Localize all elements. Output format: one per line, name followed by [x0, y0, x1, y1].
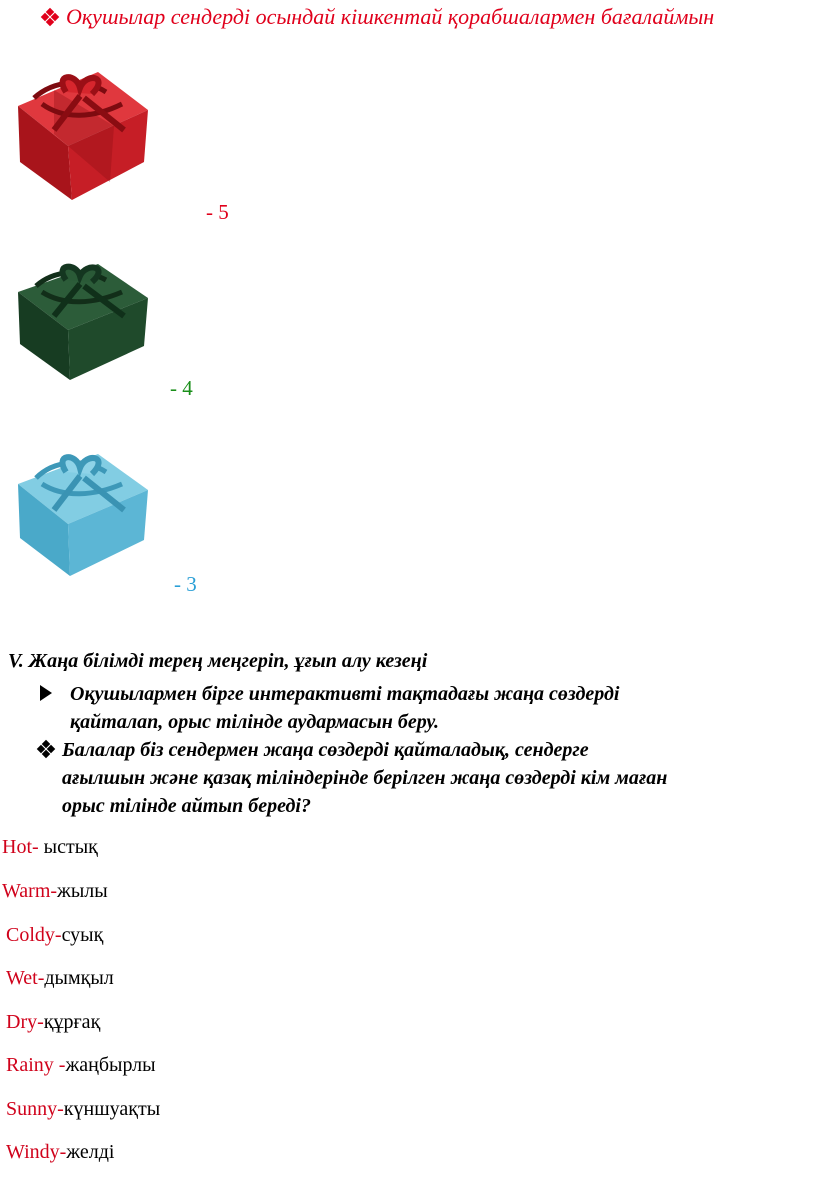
vocab-item: Sunny-күншуақты	[6, 1098, 161, 1120]
section-title: V. Жаңа білімді терең меңгеріп, ұғып алу кезеңі	[8, 650, 428, 672]
vocab-item: Hot- ыстық	[2, 836, 98, 858]
vocab-item: Rainy -жаңбырлы	[6, 1054, 156, 1076]
vocab-item: Wet-дымқыл	[6, 967, 114, 989]
red-gift-box-icon	[14, 70, 150, 209]
vocab-item: Windy-желді	[6, 1141, 115, 1163]
green-gift-box-icon	[14, 262, 150, 387]
vocab-item: Warm-жылы	[2, 880, 108, 902]
score-label: - 3	[174, 572, 197, 596]
diamond-bullet-icon	[42, 9, 58, 25]
vocab-item: Dry-құрғақ	[6, 1011, 101, 1033]
diamond-list-item: Балалар біз сендермен жаңа сөздерді қайталадық, сендерге ағылшын және қазақ тіліндерінде берілген жаңа сөздерді кім маған орыс тілінде айтып береді?	[38, 736, 814, 820]
score-label: - 4	[170, 376, 193, 400]
diamond-bullet-icon	[38, 741, 54, 757]
heading-text: Оқушылар сендерді осындай кішкентай қорабшалармен бағалаймын	[66, 4, 715, 29]
vocab-item: Coldy-суық	[6, 924, 104, 946]
page-heading	[42, 4, 714, 30]
score-label: - 5	[206, 200, 229, 224]
blue-gift-box-icon	[14, 452, 150, 583]
arrow-list-item: Оқушылармен бірге интерактивті тақтадағы жаңа сөздерді қайталап, орыс тілінде аудармасын беру.	[40, 680, 800, 736]
arrow-bullet-icon	[40, 685, 52, 701]
